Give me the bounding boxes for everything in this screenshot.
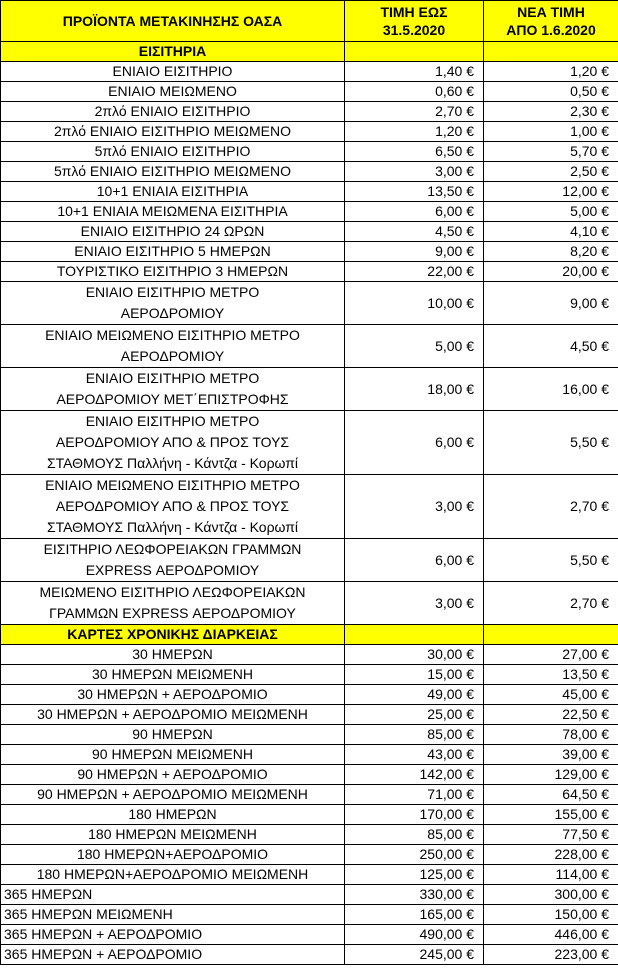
old-price: 245,00 € <box>345 945 484 965</box>
table-row <box>1 102 618 122</box>
product-name-line: ΕΝΙΑΙΟ ΜΕΙΩΜΕΝΟ <box>108 83 237 99</box>
new-price: 5,50 € <box>484 411 618 475</box>
old-price: 490,00 € <box>345 925 484 945</box>
table-row <box>1 539 618 582</box>
product-name <box>1 411 345 475</box>
header-product <box>1 1 345 42</box>
new-price: 114,00 € <box>484 865 618 885</box>
old-price: 85,00 € <box>345 825 484 845</box>
product-name-line: 180 ΗΜΕΡΩΝ ΜΕΙΩΜΕΝΗ <box>88 826 257 842</box>
product-name <box>1 242 345 262</box>
new-price: 2,30 € <box>484 102 618 122</box>
product-name <box>1 925 345 945</box>
product-name-line: ΕΝΙΑΙΟ ΜΕΙΩΜΕΝΟ ΕΙΣΙΤΗΡΙΟ ΜΕΤΡΟ <box>45 327 300 343</box>
header-new-price <box>484 1 618 42</box>
new-price: 1,20 € <box>484 62 618 82</box>
old-price: 165,00 € <box>345 905 484 925</box>
old-price: 142,00 € <box>345 765 484 785</box>
new-price: 129,00 € <box>484 765 618 785</box>
product-name <box>1 202 345 222</box>
old-price: 25,00 € <box>345 705 484 725</box>
old-price: 18,00 € <box>345 368 484 411</box>
table-row <box>1 865 618 885</box>
new-price: 4,10 € <box>484 222 618 242</box>
old-price: 0,60 € <box>345 82 484 102</box>
product-name-line: ΜΕΙΩΜΕΝΟ ΕΙΣΙΤΗΡΙΟ ΛΕΩΦΟΡΕΙΑΚΩΝ <box>39 584 306 600</box>
table-row <box>1 222 618 242</box>
product-name-line: ΑΕΡΟΔΡΟΜΙΟΥ ΑΠΟ & ΠΡΟΣ ΤΟΥΣ <box>55 498 290 514</box>
product-name <box>1 182 345 202</box>
product-name-line: 90 ΗΜΕΡΩΝ <box>132 726 213 742</box>
table-row <box>1 182 618 202</box>
product-name-line: 90 ΗΜΕΡΩΝ + ΑΕΡΟΔΡΟΜΙΟ ΜΕΙΩΜΕΝΗ <box>37 786 308 802</box>
old-price: 4,50 € <box>345 222 484 242</box>
product-name-line: 365 ΗΜΕΡΩΝ <box>4 886 93 902</box>
product-name-line: ΕΝΙΑΙΟ ΕΙΣΙΤΗΡΙΟ ΜΕΤΡΟ <box>85 284 260 300</box>
old-price: 9,00 € <box>345 242 484 262</box>
section-title: ΚΑΡΤΕΣ ΧΡΟΝΙΚΗΣ ΔΙΑΡΚΕΙΑΣ <box>1 625 345 645</box>
new-price: 5,00 € <box>484 202 618 222</box>
product-name <box>1 785 345 805</box>
product-name-line: 5πλό ΕΝΙΑΙΟ ΕΙΣΙΤΗΡΙΟ <box>94 143 251 159</box>
new-price: 78,00 € <box>484 725 618 745</box>
table-row <box>1 122 618 142</box>
product-name-line: 180 ΗΜΕΡΩΝ <box>128 806 217 822</box>
old-price: 5,00 € <box>345 325 484 368</box>
new-price: 77,50 € <box>484 825 618 845</box>
old-price: 170,00 € <box>345 805 484 825</box>
new-price: 64,50 € <box>484 785 618 805</box>
new-price: 27,00 € <box>484 645 618 665</box>
product-name-line: 30 ΗΜΕΡΩΝ <box>132 646 213 662</box>
product-name-line: ΕΝΙΑΙΟ ΕΙΣΙΤΗΡΙΟ <box>112 63 233 79</box>
new-price: 2,70 € <box>484 582 618 625</box>
product-name-line: 30 ΗΜΕΡΩΝ + ΑΕΡΟΔΡΟΜΙΟ <box>77 686 268 702</box>
product-name-line: 30 ΗΜΕΡΩΝ ΜΕΙΩΜΕΝΗ <box>92 666 253 682</box>
old-price: 49,00 € <box>345 685 484 705</box>
product-name-line: 365 ΗΜΕΡΩΝ ΜΕΙΩΜΕΝΗ <box>4 906 173 922</box>
table-row <box>1 142 618 162</box>
old-price: 85,00 € <box>345 725 484 745</box>
table-row <box>1 242 618 262</box>
table-row <box>1 62 618 82</box>
product-name-line: 180 ΗΜΕΡΩΝ+ΑΕΡΟΔΡΟΜΙΟ <box>76 846 269 862</box>
section-row <box>1 625 618 645</box>
product-name <box>1 582 345 625</box>
new-price: 2,70 € <box>484 475 618 539</box>
product-name <box>1 102 345 122</box>
product-name-line: 180 ΗΜΕΡΩΝ+ΑΕΡΟΔΡΟΜΙΟ ΜΕΙΩΜΕΝΗ <box>36 866 309 882</box>
product-name-line: ΣΤΑΘΜΟΥΣ Παλλήνη - Κάντζα - Κορωπί <box>46 455 299 471</box>
old-price: 15,00 € <box>345 665 484 685</box>
table-row <box>1 725 618 745</box>
product-name <box>1 122 345 142</box>
table-row <box>1 765 618 785</box>
product-name-line: ΕΙΣΙΤΗΡΙΟ ΛΕΩΦΟΡΕΙΑΚΩΝ ΓΡΑΜΜΩΝ <box>43 541 302 557</box>
product-name-line: 90 ΗΜΕΡΩΝ ΜΕΙΩΜΕΝΗ <box>92 746 253 762</box>
old-price: 30,00 € <box>345 645 484 665</box>
product-name <box>1 665 345 685</box>
product-name-line: 10+1 ΕΝΙΑΙΑ ΜΕΙΩΜΕΝΑ ΕΙΣΙΤΗΡΙΑ <box>57 203 288 219</box>
section-empty-cell <box>345 42 484 62</box>
old-price: 3,00 € <box>345 162 484 182</box>
product-name <box>1 162 345 182</box>
product-name-line: EXPRESS ΑΕΡΟΔΡΟΜΙΟΥ <box>85 562 260 578</box>
header-new-price-line1: ΝΕΑ ΤΙΜΗ <box>517 4 585 20</box>
table-row <box>1 411 618 475</box>
old-price: 6,00 € <box>345 539 484 582</box>
old-price: 250,00 € <box>345 845 484 865</box>
table-row <box>1 685 618 705</box>
table-row <box>1 162 618 182</box>
table-row <box>1 282 618 325</box>
new-price: 20,00 € <box>484 262 618 282</box>
table-row <box>1 885 618 905</box>
product-name <box>1 62 345 82</box>
product-name <box>1 865 345 885</box>
old-price: 10,00 € <box>345 282 484 325</box>
new-price: 5,70 € <box>484 142 618 162</box>
old-price: 6,50 € <box>345 142 484 162</box>
table-row <box>1 325 618 368</box>
product-name-line: ΑΕΡΟΔΡΟΜΙΟΥ <box>120 348 225 364</box>
product-name <box>1 142 345 162</box>
old-price: 13,50 € <box>345 182 484 202</box>
new-price: 5,50 € <box>484 539 618 582</box>
product-name-line: ΣΤΑΘΜΟΥΣ Παλλήνη - Κάντζα - Κορωπί <box>46 519 299 535</box>
new-price: 300,00 € <box>484 885 618 905</box>
table-row <box>1 705 618 725</box>
table-row <box>1 582 618 625</box>
old-price: 330,00 € <box>345 885 484 905</box>
section-empty-cell <box>484 42 618 62</box>
new-price: 39,00 € <box>484 745 618 765</box>
table-row <box>1 785 618 805</box>
header-row <box>1 1 618 42</box>
new-price: 9,00 € <box>484 282 618 325</box>
new-price: 13,50 € <box>484 665 618 685</box>
product-name-line: ΓΡΑΜΜΩΝ EXPRESS ΑΕΡΟΔΡΟΜΙΟΥ <box>49 605 296 621</box>
product-name-line: ΕΝΙΑΙΟ ΕΙΣΙΤΗΡΙΟ ΜΕΤΡΟ <box>85 413 260 429</box>
new-price: 0,50 € <box>484 82 618 102</box>
table-row <box>1 475 618 539</box>
product-name-line: 365 ΗΜΕΡΩΝ + ΑΕΡΟΔΡΟΜΙΟ <box>4 926 203 942</box>
new-price: 45,00 € <box>484 685 618 705</box>
new-price: 228,00 € <box>484 845 618 865</box>
product-name <box>1 475 345 539</box>
product-name <box>1 765 345 785</box>
new-price: 22,50 € <box>484 705 618 725</box>
product-name <box>1 539 345 582</box>
old-price: 6,00 € <box>345 202 484 222</box>
old-price: 3,00 € <box>345 475 484 539</box>
new-price: 16,00 € <box>484 368 618 411</box>
table-row <box>1 665 618 685</box>
section-title: ΕΙΣΙΤΗΡΙΑ <box>1 42 345 62</box>
product-name-line: ΕΝΙΑΙΟ ΕΙΣΙΤΗΡΙΟ 24 ΩΡΩΝ <box>80 223 265 239</box>
section-empty-cell <box>484 625 618 645</box>
old-price: 2,70 € <box>345 102 484 122</box>
old-price: 6,00 € <box>345 411 484 475</box>
product-name-line: 2πλό ΕΝΙΑΙΟ ΕΙΣΙΤΗΡΙΟ <box>94 103 251 119</box>
section-empty-cell <box>345 625 484 645</box>
old-price: 71,00 € <box>345 785 484 805</box>
old-price: 1,40 € <box>345 62 484 82</box>
header-product-label: ΠΡΟΪΟΝΤΑ ΜΕΤΑΚΙΝΗΣΗΣ ΟΑΣΑ <box>62 13 283 29</box>
table-row <box>1 368 618 411</box>
product-name-line: ΑΕΡΟΔΡΟΜΙΟΥ ΑΠΟ & ΠΡΟΣ ΤΟΥΣ <box>55 434 290 450</box>
product-name-line: 365 ΗΜΕΡΩΝ + ΑΕΡΟΔΡΟΜΙΟ <box>4 946 203 962</box>
table-row <box>1 925 618 945</box>
new-price: 150,00 € <box>484 905 618 925</box>
product-name-line: 30 ΗΜΕΡΩΝ + ΑΕΡΟΔΡΟΜΙΟ ΜΕΙΩΜΕΝΗ <box>37 706 308 722</box>
product-name-line: ΕΝΙΑΙΟ ΕΙΣΙΤΗΡΙΟ ΜΕΤΡΟ <box>85 370 260 386</box>
product-name <box>1 685 345 705</box>
header-old-price-line2: 31.5.2020 <box>382 22 446 38</box>
product-name-line: 5πλό ΕΝΙΑΙΟ ΕΙΣΙΤΗΡΙΟ ΜΕΙΩΜΕΝΟ <box>53 163 292 179</box>
product-name <box>1 222 345 242</box>
product-name-line: ΑΕΡΟΔΡΟΜΙΟΥ <box>120 305 225 321</box>
table-row <box>1 745 618 765</box>
product-name <box>1 645 345 665</box>
header-old-price <box>345 1 484 42</box>
table-row <box>1 845 618 865</box>
product-name <box>1 725 345 745</box>
new-price: 155,00 € <box>484 805 618 825</box>
product-name <box>1 282 345 325</box>
product-name-line: ΕΝΙΑΙΟ ΕΙΣΙΤΗΡΙΟ 5 ΗΜΕΡΩΝ <box>74 243 271 259</box>
table-body <box>1 42 618 965</box>
product-name <box>1 905 345 925</box>
table-row <box>1 262 618 282</box>
product-name <box>1 845 345 865</box>
new-price: 12,00 € <box>484 182 618 202</box>
product-name-line: ΕΝΙΑΙΟ ΜΕΙΩΜΕΝΟ ΕΙΣΙΤΗΡΙΟ ΜΕΤΡΟ <box>45 477 300 493</box>
product-name <box>1 705 345 725</box>
new-price: 4,50 € <box>484 325 618 368</box>
old-price: 3,00 € <box>345 582 484 625</box>
table-row <box>1 905 618 925</box>
product-name <box>1 885 345 905</box>
table-row <box>1 945 618 965</box>
product-name <box>1 368 345 411</box>
new-price: 446,00 € <box>484 925 618 945</box>
product-name <box>1 745 345 765</box>
table-row <box>1 82 618 102</box>
old-price: 1,20 € <box>345 122 484 142</box>
product-name-line: 10+1 ΕΝΙΑΙΑ ΕΙΣΙΤΗΡΙΑ <box>96 183 249 199</box>
table-row <box>1 805 618 825</box>
product-name-line: ΑΕΡΟΔΡΟΜΙΟΥ ΜΕΤ΄ΕΠΙΣΤΡΟΦΗΣ <box>56 391 289 407</box>
header-new-price-line2: ΑΠΟ 1.6.2020 <box>506 22 596 38</box>
new-price: 1,00 € <box>484 122 618 142</box>
product-name <box>1 82 345 102</box>
new-price: 8,20 € <box>484 242 618 262</box>
new-price: 2,50 € <box>484 162 618 182</box>
table-row <box>1 825 618 845</box>
old-price: 22,00 € <box>345 262 484 282</box>
section-row <box>1 42 618 62</box>
new-price: 223,00 € <box>484 945 618 965</box>
old-price: 43,00 € <box>345 745 484 765</box>
product-name <box>1 805 345 825</box>
table-row <box>1 202 618 222</box>
product-name <box>1 825 345 845</box>
product-name <box>1 262 345 282</box>
product-name <box>1 325 345 368</box>
product-name <box>1 945 345 965</box>
product-name-line: 2πλό ΕΝΙΑΙΟ ΕΙΣΙΤΗΡΙΟ ΜΕΙΩΜΕΝΟ <box>53 123 292 139</box>
header-old-price-line1: ΤΙΜΗ ΕΩΣ <box>380 4 448 20</box>
product-name-line: 90 ΗΜΕΡΩΝ + ΑΕΡΟΔΡΟΜΙΟ <box>77 766 268 782</box>
product-name-line: ΤΟΥΡΙΣΤΙΚΟ ΕΙΣΙΤΗΡΙΟ 3 ΗΜΕΡΩΝ <box>56 263 289 279</box>
old-price: 125,00 € <box>345 865 484 885</box>
table-row <box>1 645 618 665</box>
